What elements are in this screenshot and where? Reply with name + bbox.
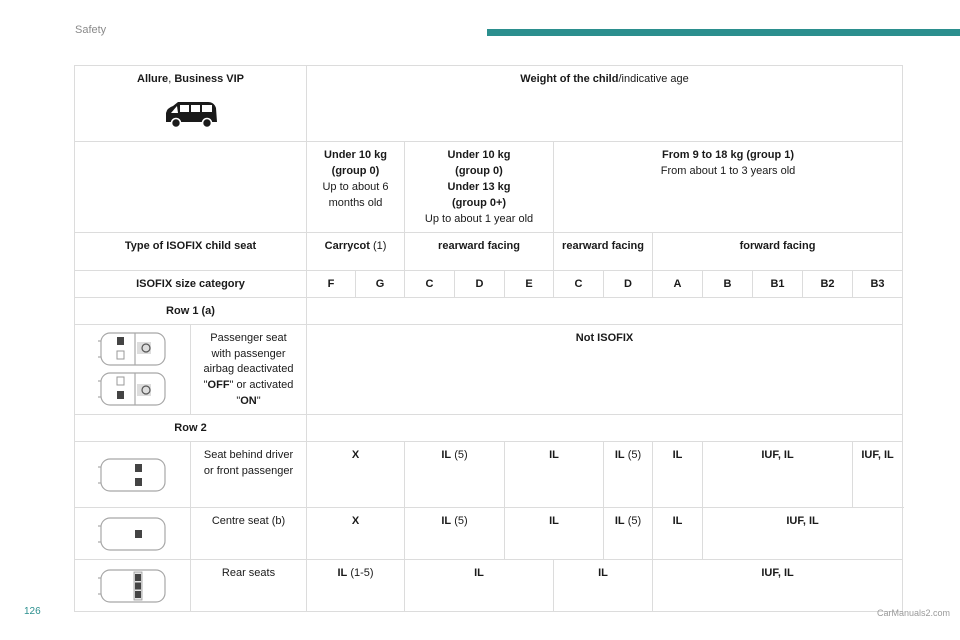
value-cell xyxy=(604,442,653,508)
passenger-line: airbag deactivated xyxy=(203,363,294,376)
value-cell: IUF, IL xyxy=(703,508,903,560)
value-cell: IL xyxy=(653,508,703,560)
size-cell: B2 xyxy=(803,270,853,297)
model-cell xyxy=(75,66,307,142)
centre-seat-diagram-icon xyxy=(95,514,171,554)
front-seat-diagram-cell xyxy=(75,324,191,415)
size-cell: E xyxy=(505,270,554,297)
group-cell xyxy=(307,142,405,233)
size-cell: D xyxy=(604,270,653,297)
centre-seat-label: Centre seat (b) xyxy=(191,508,307,560)
row2-side-seat-diagram-icon xyxy=(95,455,171,495)
type-cell: rearward facing xyxy=(554,232,653,270)
empty-cell xyxy=(307,415,903,442)
quote: " xyxy=(236,395,241,408)
type-cell: rearward facing xyxy=(405,232,554,270)
model-allure: Allure xyxy=(137,73,169,85)
value-cell: IL xyxy=(505,442,604,508)
weight-header-bold: Weight of the child xyxy=(520,73,619,85)
value-cell: X xyxy=(307,508,405,560)
passenger-line xyxy=(194,394,303,410)
value-cell xyxy=(405,442,505,508)
not-isofix-cell: Not ISOFIX xyxy=(307,324,903,415)
on-text: ON xyxy=(240,395,257,408)
model-business-vip: Business VIP xyxy=(174,73,245,85)
weight-header-rest: /indicative age xyxy=(618,73,689,85)
value-cell xyxy=(405,508,505,560)
rear-seat-diagram-icon xyxy=(95,566,171,606)
quote: " xyxy=(256,395,261,408)
weight-header xyxy=(307,66,903,142)
seat-behind-line: Seat behind driver xyxy=(203,449,294,462)
value-bold: IL xyxy=(614,515,625,528)
empty-cell xyxy=(75,142,307,233)
group-name: (group 0) xyxy=(455,164,503,177)
value-note: (5) xyxy=(451,515,468,528)
group-name: (group 0) xyxy=(331,164,380,177)
row2-label: Row 2 xyxy=(75,415,307,442)
group-cell xyxy=(405,142,554,233)
group-age: Up to about 6 xyxy=(322,180,389,193)
isofix-table xyxy=(74,65,903,612)
passenger-seat-label xyxy=(191,324,307,415)
group-age: Up to about 1 year old xyxy=(424,212,534,225)
size-cell: B3 xyxy=(853,270,903,297)
page-number: 126 xyxy=(24,606,41,617)
header-accent-bar xyxy=(487,29,960,36)
size-cell: B1 xyxy=(753,270,803,297)
value-bold: IL xyxy=(441,449,452,462)
section-title: Safety xyxy=(75,24,107,36)
empty-cell xyxy=(307,297,903,324)
passenger-line: with passenger xyxy=(211,347,286,360)
van-icon xyxy=(162,100,220,130)
group-weight: Under 13 kg xyxy=(447,180,511,193)
value-bold: IL xyxy=(337,567,348,580)
size-cell: F xyxy=(307,270,356,297)
type-note: (1) xyxy=(369,239,387,252)
size-cell: G xyxy=(356,270,405,297)
value-bold: IL xyxy=(614,449,625,462)
value-cell: X xyxy=(307,442,405,508)
row2-side-seat-diagram-cell xyxy=(75,442,191,508)
group-age: months old xyxy=(328,196,383,209)
rear-seat-diagram-cell xyxy=(75,560,191,612)
centre-seat-diagram-cell xyxy=(75,508,191,560)
value-cell xyxy=(604,508,653,560)
off-text: OFF xyxy=(207,379,230,392)
value-cell: IL xyxy=(505,508,604,560)
passenger-line xyxy=(194,378,303,394)
size-cell: B xyxy=(703,270,753,297)
value-cell: IL xyxy=(653,442,703,508)
size-label: ISOFIX size category xyxy=(75,270,307,297)
group-weight: From 9 to 18 kg (group 1) xyxy=(662,149,795,161)
value-note: (5) xyxy=(624,449,642,462)
value-note: (5) xyxy=(624,515,642,528)
type-name: Carrycot xyxy=(324,239,370,252)
value-cell: IUF, IL xyxy=(703,442,853,508)
size-cell: C xyxy=(405,270,455,297)
value-bold: IL xyxy=(441,515,452,528)
passenger-line: Passenger seat xyxy=(210,331,287,344)
value-cell xyxy=(307,560,405,612)
group-age: From about 1 to 3 years old xyxy=(660,164,796,177)
rear-seats-label: Rear seats xyxy=(191,560,307,612)
value-cell: IL xyxy=(554,560,653,612)
value-note: (5) xyxy=(451,449,468,462)
watermark: CarManuals2.com xyxy=(876,608,950,618)
type-cell: forward facing xyxy=(653,232,903,270)
type-label: Type of ISOFIX child seat xyxy=(75,232,307,270)
quote: " xyxy=(203,379,208,392)
value-cell: IL xyxy=(405,560,554,612)
size-cell: D xyxy=(455,270,505,297)
seat-behind-label xyxy=(191,442,307,508)
value-note: (1-5) xyxy=(347,567,374,580)
group-cell xyxy=(554,142,903,233)
passenger-mid: " or activated xyxy=(229,379,294,392)
seat-behind-line: or front passenger xyxy=(203,465,294,478)
group-weight: Under 10 kg xyxy=(324,149,387,161)
model-separator: , xyxy=(168,73,175,85)
type-cell xyxy=(307,232,405,270)
value-cell: IUF, IL xyxy=(853,442,903,508)
front-seat-diagram-icon xyxy=(95,329,171,409)
value-cell: IUF, IL xyxy=(653,560,903,612)
group-name: (group 0+) xyxy=(451,196,507,209)
row1-label: Row 1 (a) xyxy=(75,297,307,324)
size-cell: C xyxy=(554,270,604,297)
size-cell: A xyxy=(653,270,703,297)
group-weight: Under 10 kg xyxy=(447,149,511,161)
